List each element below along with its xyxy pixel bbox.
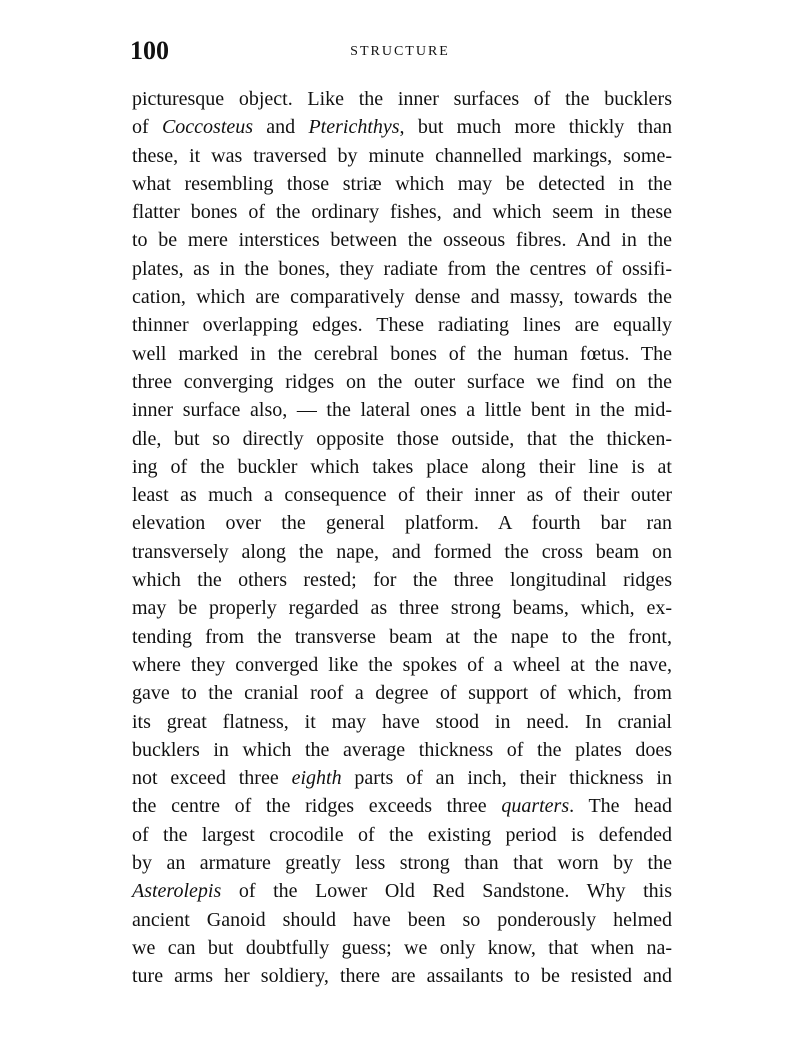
text-line: ture arms her soldiery, there are assailants to be resisted and bbox=[132, 965, 672, 988]
italic-term: Asterolepis bbox=[132, 880, 222, 903]
body-text bbox=[132, 85, 672, 991]
text-line: inner surface also, — the lateral ones a little bent in the mid- bbox=[132, 399, 672, 422]
text-line: the centre of the ridges exceeds three quarters. The head bbox=[132, 795, 672, 818]
text-line: tending from the transverse beam at the nape to the front, bbox=[132, 625, 672, 648]
text-line: dle, but so directly opposite those outside, that the thicken- bbox=[132, 427, 672, 450]
text-line: Asterolepis of the Lower Old Red Sandstone. Why this bbox=[132, 880, 672, 903]
page-number: 100 bbox=[130, 36, 169, 65]
page-header bbox=[130, 36, 670, 68]
text-line: its great flatness, it may have stood in need. In cranial bbox=[132, 710, 672, 733]
text-line: plates, as in the bones, they radiate from the centres of ossifi- bbox=[132, 257, 672, 280]
text-line: not exceed three eighth parts of an inch, their thickness in bbox=[132, 767, 672, 790]
text-line: to be mere interstices between the osseous fibres. And in the bbox=[132, 229, 672, 252]
text-line: ing of the buckler which takes place along their line is at bbox=[132, 455, 672, 478]
text-line: of the largest crocodile of the existing period is defended bbox=[132, 823, 672, 846]
text-line: transversely along the nape, and formed the cross beam on bbox=[132, 540, 672, 563]
text-line: gave to the cranial roof a degree of support of which, from bbox=[132, 682, 672, 705]
running-head: STRUCTURE bbox=[350, 44, 450, 59]
text-line: we can but doubtfully guess; we only know, that when na- bbox=[132, 936, 672, 959]
text-line: these, it was traversed by minute channelled markings, some- bbox=[132, 144, 672, 167]
italic-term: Coccosteus bbox=[161, 116, 254, 139]
italic-term: eighth bbox=[291, 767, 342, 790]
text-line: picturesque object. Like the inner surfaces of the bucklers bbox=[132, 88, 672, 110]
text-line: which the others rested; for the three longitudinal ridges bbox=[132, 569, 672, 592]
text-line: bucklers in which the average thickness of the plates does bbox=[132, 738, 672, 761]
italic-term: quarters bbox=[501, 795, 570, 818]
text-line: may be properly regarded as three strong beams, which, ex- bbox=[132, 597, 672, 620]
text-line: what resembling those striæ which may be detected in the bbox=[132, 172, 672, 195]
italic-term: Pterichthys bbox=[308, 116, 400, 139]
text-line: flatter bones of the ordinary fishes, and which seem in these bbox=[132, 201, 672, 224]
text-line: where they converged like the spokes of a wheel at the nave, bbox=[132, 653, 672, 676]
text-line: well marked in the cerebral bones of the human fœtus. The bbox=[132, 342, 672, 365]
text-line: cation, which are comparatively dense and massy, towards the bbox=[132, 286, 672, 309]
text-line: elevation over the general platform. A fourth bar ran bbox=[132, 512, 672, 535]
text-line: ancient Ganoid should have been so ponderously helmed bbox=[132, 908, 672, 931]
text-line: of Coccosteus and Pterichthys, but much more thickly than bbox=[132, 116, 672, 139]
text-line: by an armature greatly less strong than that worn by the bbox=[132, 852, 672, 875]
text-line: thinner overlapping edges. These radiating lines are equally bbox=[132, 314, 672, 337]
text-line: least as much a consequence of their inner as of their outer bbox=[132, 484, 672, 507]
text-line: three converging ridges on the outer surface we find on the bbox=[132, 370, 672, 393]
